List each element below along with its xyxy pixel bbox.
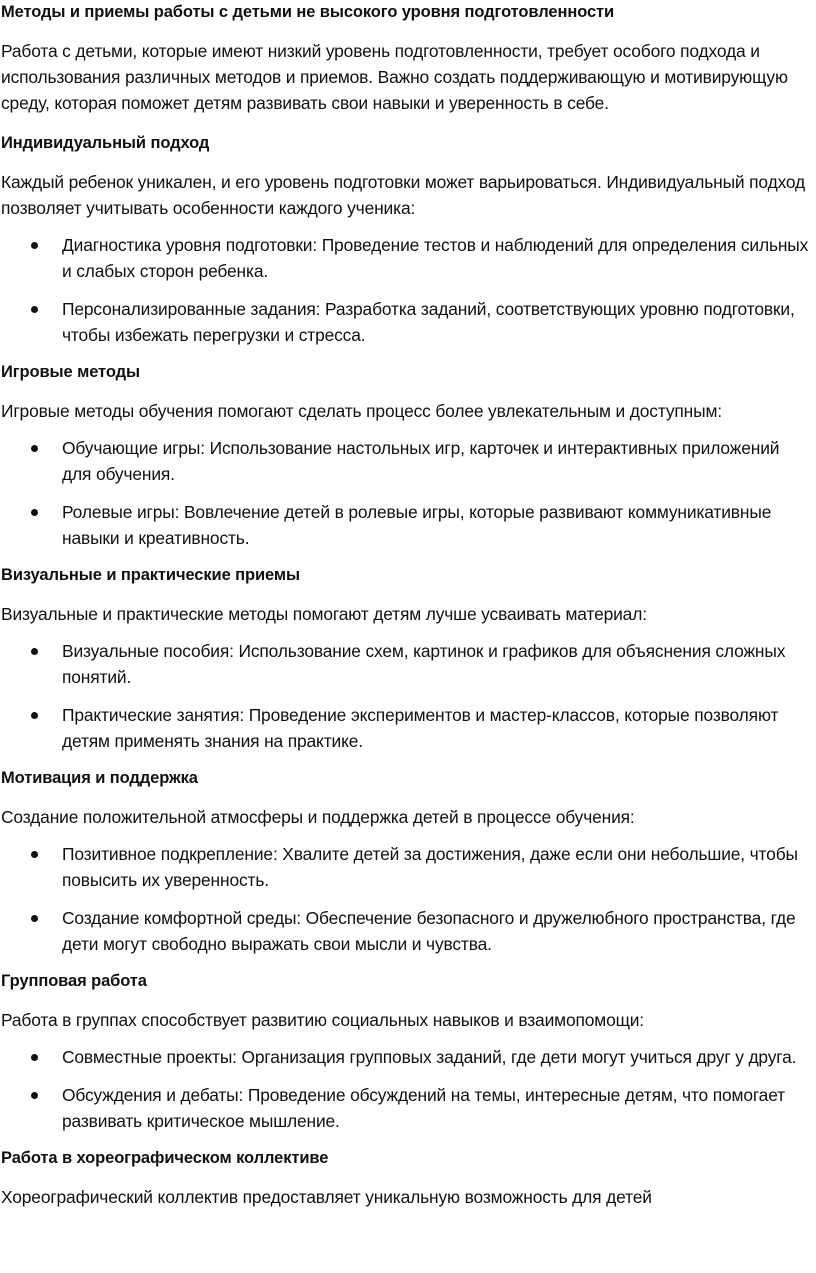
list-item-text: Визуальные пособия: Использование схем, картинок и графиков для объяснения сложных понятий. (62, 641, 786, 687)
section-paragraph: Визуальные и практические методы помогают детям лучше усваивать материал: (1, 604, 647, 624)
list-item-text: Создание комфортной среды: Обеспечение безопасного и дружелюбного пространства, где дети могут свободно выражать свои мысли и чувства. (62, 908, 796, 954)
list-item-text: Совместные проекты: Организация групповых заданий, где дети могут учиться друг у друга. (62, 1047, 797, 1067)
section-paragraph: Работа в группах способствует развитию социальных навыков и взаимопомощи: (1, 1010, 644, 1030)
bullet-icon (31, 242, 38, 249)
bullet-list (1, 435, 813, 551)
list-item-text: Диагностика уровня подготовки: Проведение тестов и наблюдений для определения сильных и слабых сторон ребенка. (62, 235, 809, 281)
intro-paragraph: Работа с детьми, которые имеют низкий уровень подготовленности, требует особого подхода и использования различных методов и приемов. Важно создать поддерживающую и мотивирующую среду, которая поможет детям развивать свои навыки и уверенность в себе. (1, 41, 788, 113)
list-item-text: Персонализированные задания: Разработка заданий, соответствующих уровню подготовки, чтобы избежать перегрузки и стресса. (62, 299, 795, 345)
bullet-list (1, 232, 813, 348)
list-item-text: Обучающие игры: Использование настольных игр, карточек и интерактивных приложений для обучения. (62, 438, 780, 484)
list-item (1, 435, 813, 487)
list-item-text: Обсуждения и дебаты: Проведение обсуждений на темы, интересные детям, что помогает развивать критическое мышление. (62, 1085, 785, 1131)
section-paragraph: Хореографический коллектив предоставляет уникальную возможность для детей (1, 1187, 652, 1207)
bullet-icon (31, 915, 38, 922)
list-item-text: Позитивное подкрепление: Хвалите детей за достижения, даже если они небольшие, чтобы повысить их уверенность. (62, 844, 798, 890)
bullet-icon (31, 509, 38, 516)
section-paragraph: Создание положительной атмосферы и поддержка детей в процессе обучения: (1, 807, 635, 827)
bullet-icon (31, 1054, 38, 1061)
section-heading: Игровые методы (1, 363, 140, 381)
bullet-icon (31, 712, 38, 719)
section-heading: Индивидуальный подход (1, 134, 210, 152)
section-heading: Работа в хореографическом коллективе (1, 1149, 329, 1167)
list-item (1, 232, 813, 284)
list-item (1, 638, 813, 690)
bullet-list (1, 841, 813, 957)
bullet-icon (31, 445, 38, 452)
list-item (1, 1044, 813, 1070)
bullet-list (1, 638, 813, 754)
list-item (1, 296, 813, 348)
list-item (1, 702, 813, 754)
bullet-icon (31, 851, 38, 858)
list-item (1, 1082, 813, 1134)
list-item-text: Практические занятия: Проведение экспериментов и мастер-классов, которые позволяют детям применять знания на практике. (62, 705, 779, 751)
bullet-list (1, 1044, 813, 1134)
section-paragraph: Каждый ребенок уникален, и его уровень подготовки может варьироваться. Индивидуальный подход позволяет учитывать особенности каждого ученика: (1, 172, 806, 218)
bullet-icon (31, 648, 38, 655)
section-heading: Визуальные и практические приемы (1, 566, 300, 584)
document-title: Методы и приемы работы с детьми не высокого уровня подготовленности (1, 3, 615, 21)
list-item (1, 499, 813, 551)
bullet-icon (31, 1092, 38, 1099)
section-heading: Мотивация и поддержка (1, 769, 198, 787)
list-item-text: Ролевые игры: Вовлечение детей в ролевые игры, которые развивают коммуникативные навыки и креативность. (62, 502, 772, 548)
bullet-icon (31, 306, 38, 313)
document-page (1, 0, 813, 1210)
section-paragraph: Игровые методы обучения помогают сделать процесс более увлекательным и доступным: (1, 401, 722, 421)
list-item (1, 841, 813, 893)
list-item (1, 905, 813, 957)
section-heading: Групповая работа (1, 972, 147, 990)
